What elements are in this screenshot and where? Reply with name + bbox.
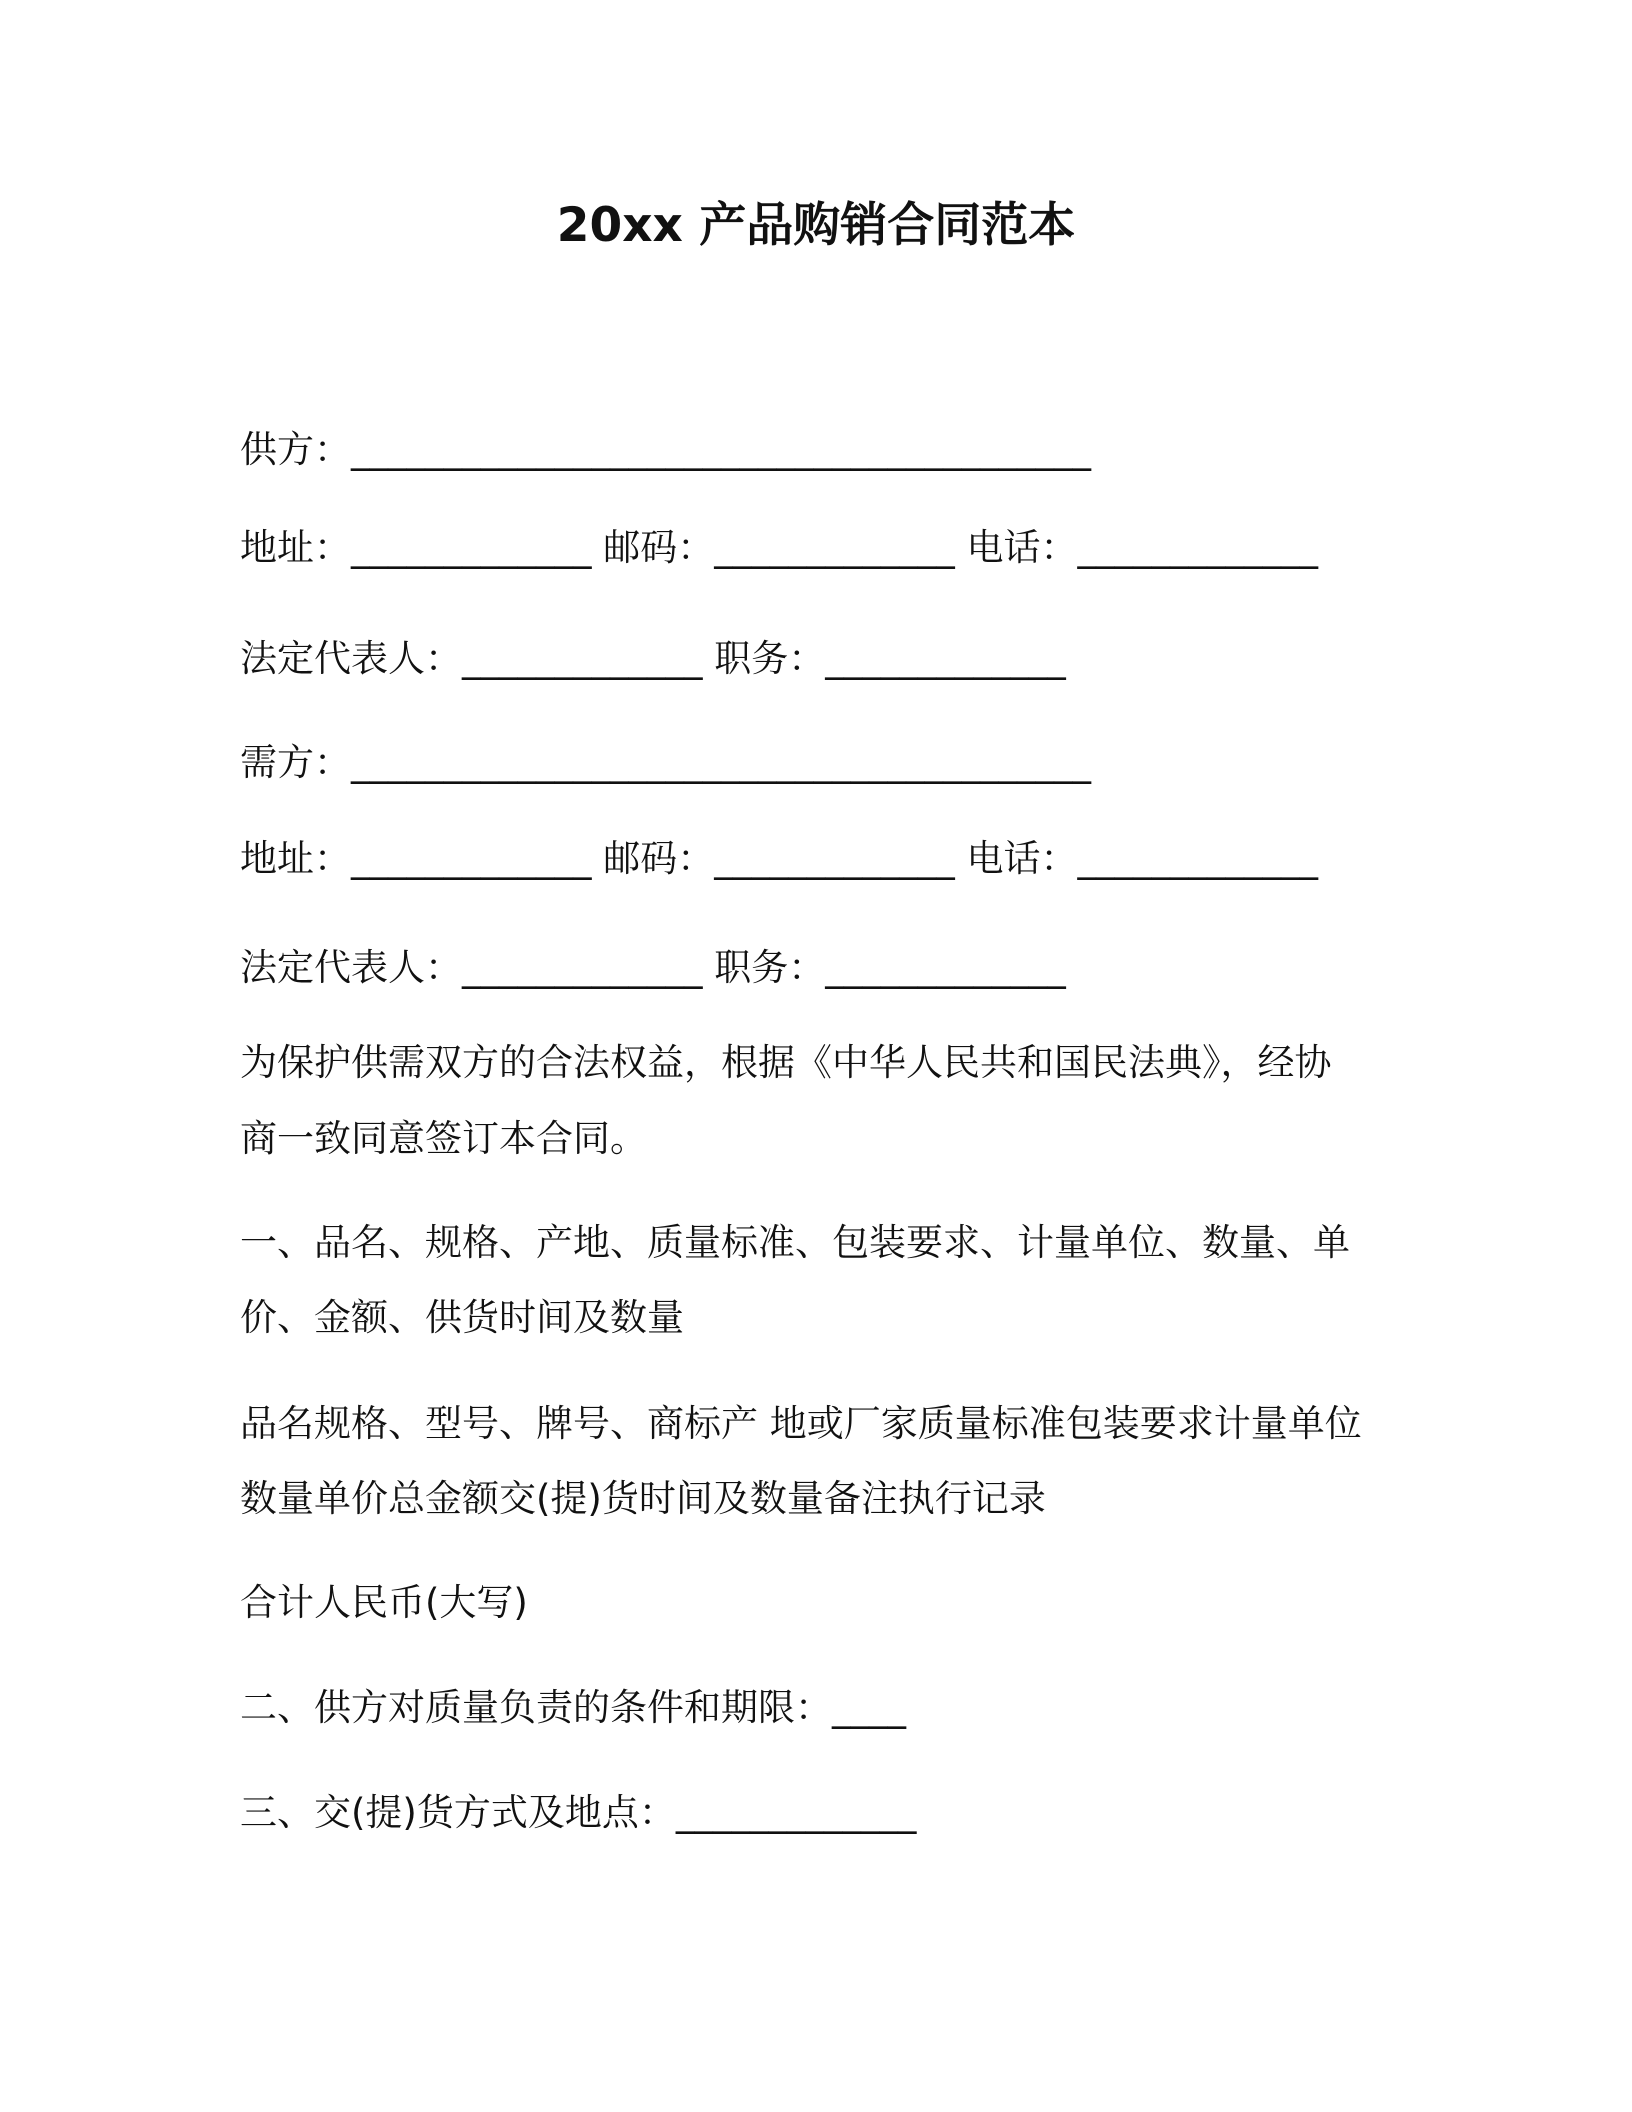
section-1-heading-line-1: 一、品名、规格、产地、质量标准、包装要求、计量单位、数量、单 [240, 1221, 1350, 1264]
preamble-line-2: 商一致同意签订本合同。 [240, 1117, 647, 1160]
buyer-representative-line: 法定代表人：_____________ 职务：_____________ [240, 946, 1066, 989]
document-title: 20xx 产品购销合同范本 [556, 198, 1076, 253]
buyer-contact-line: 地址：_____________ 邮码：_____________ 电话：_____________ [240, 837, 1319, 880]
supplier-contact-line: 地址：_____________ 邮码：_____________ 电话：_____________ [240, 526, 1319, 569]
supplier-representative-line: 法定代表人：_____________ 职务：_____________ [240, 637, 1066, 680]
section-1-columns-line-1: 品名规格、型号、牌号、商标产 地或厂家质量标准包装要求计量单位 [240, 1402, 1362, 1445]
preamble-line-1: 为保护供需双方的合法权益，根据《中华人民共和国民法典》，经协 [240, 1041, 1332, 1084]
section-2-line: 二、供方对质量负责的条件和期限：____ [240, 1686, 906, 1729]
section-1-total: 合计人民币(大写) [240, 1581, 528, 1624]
supplier-name-line: 供方：________________________________________ [240, 428, 1091, 471]
section-1-columns-line-2: 数量单价总金额交(提)货时间及数量备注执行记录 [240, 1477, 1046, 1520]
section-1-heading-line-2: 价、金额、供货时间及数量 [240, 1296, 684, 1339]
buyer-name-line: 需方：________________________________________ [240, 741, 1091, 784]
section-3-line: 三、交(提)货方式及地点：_____________ [240, 1791, 917, 1834]
